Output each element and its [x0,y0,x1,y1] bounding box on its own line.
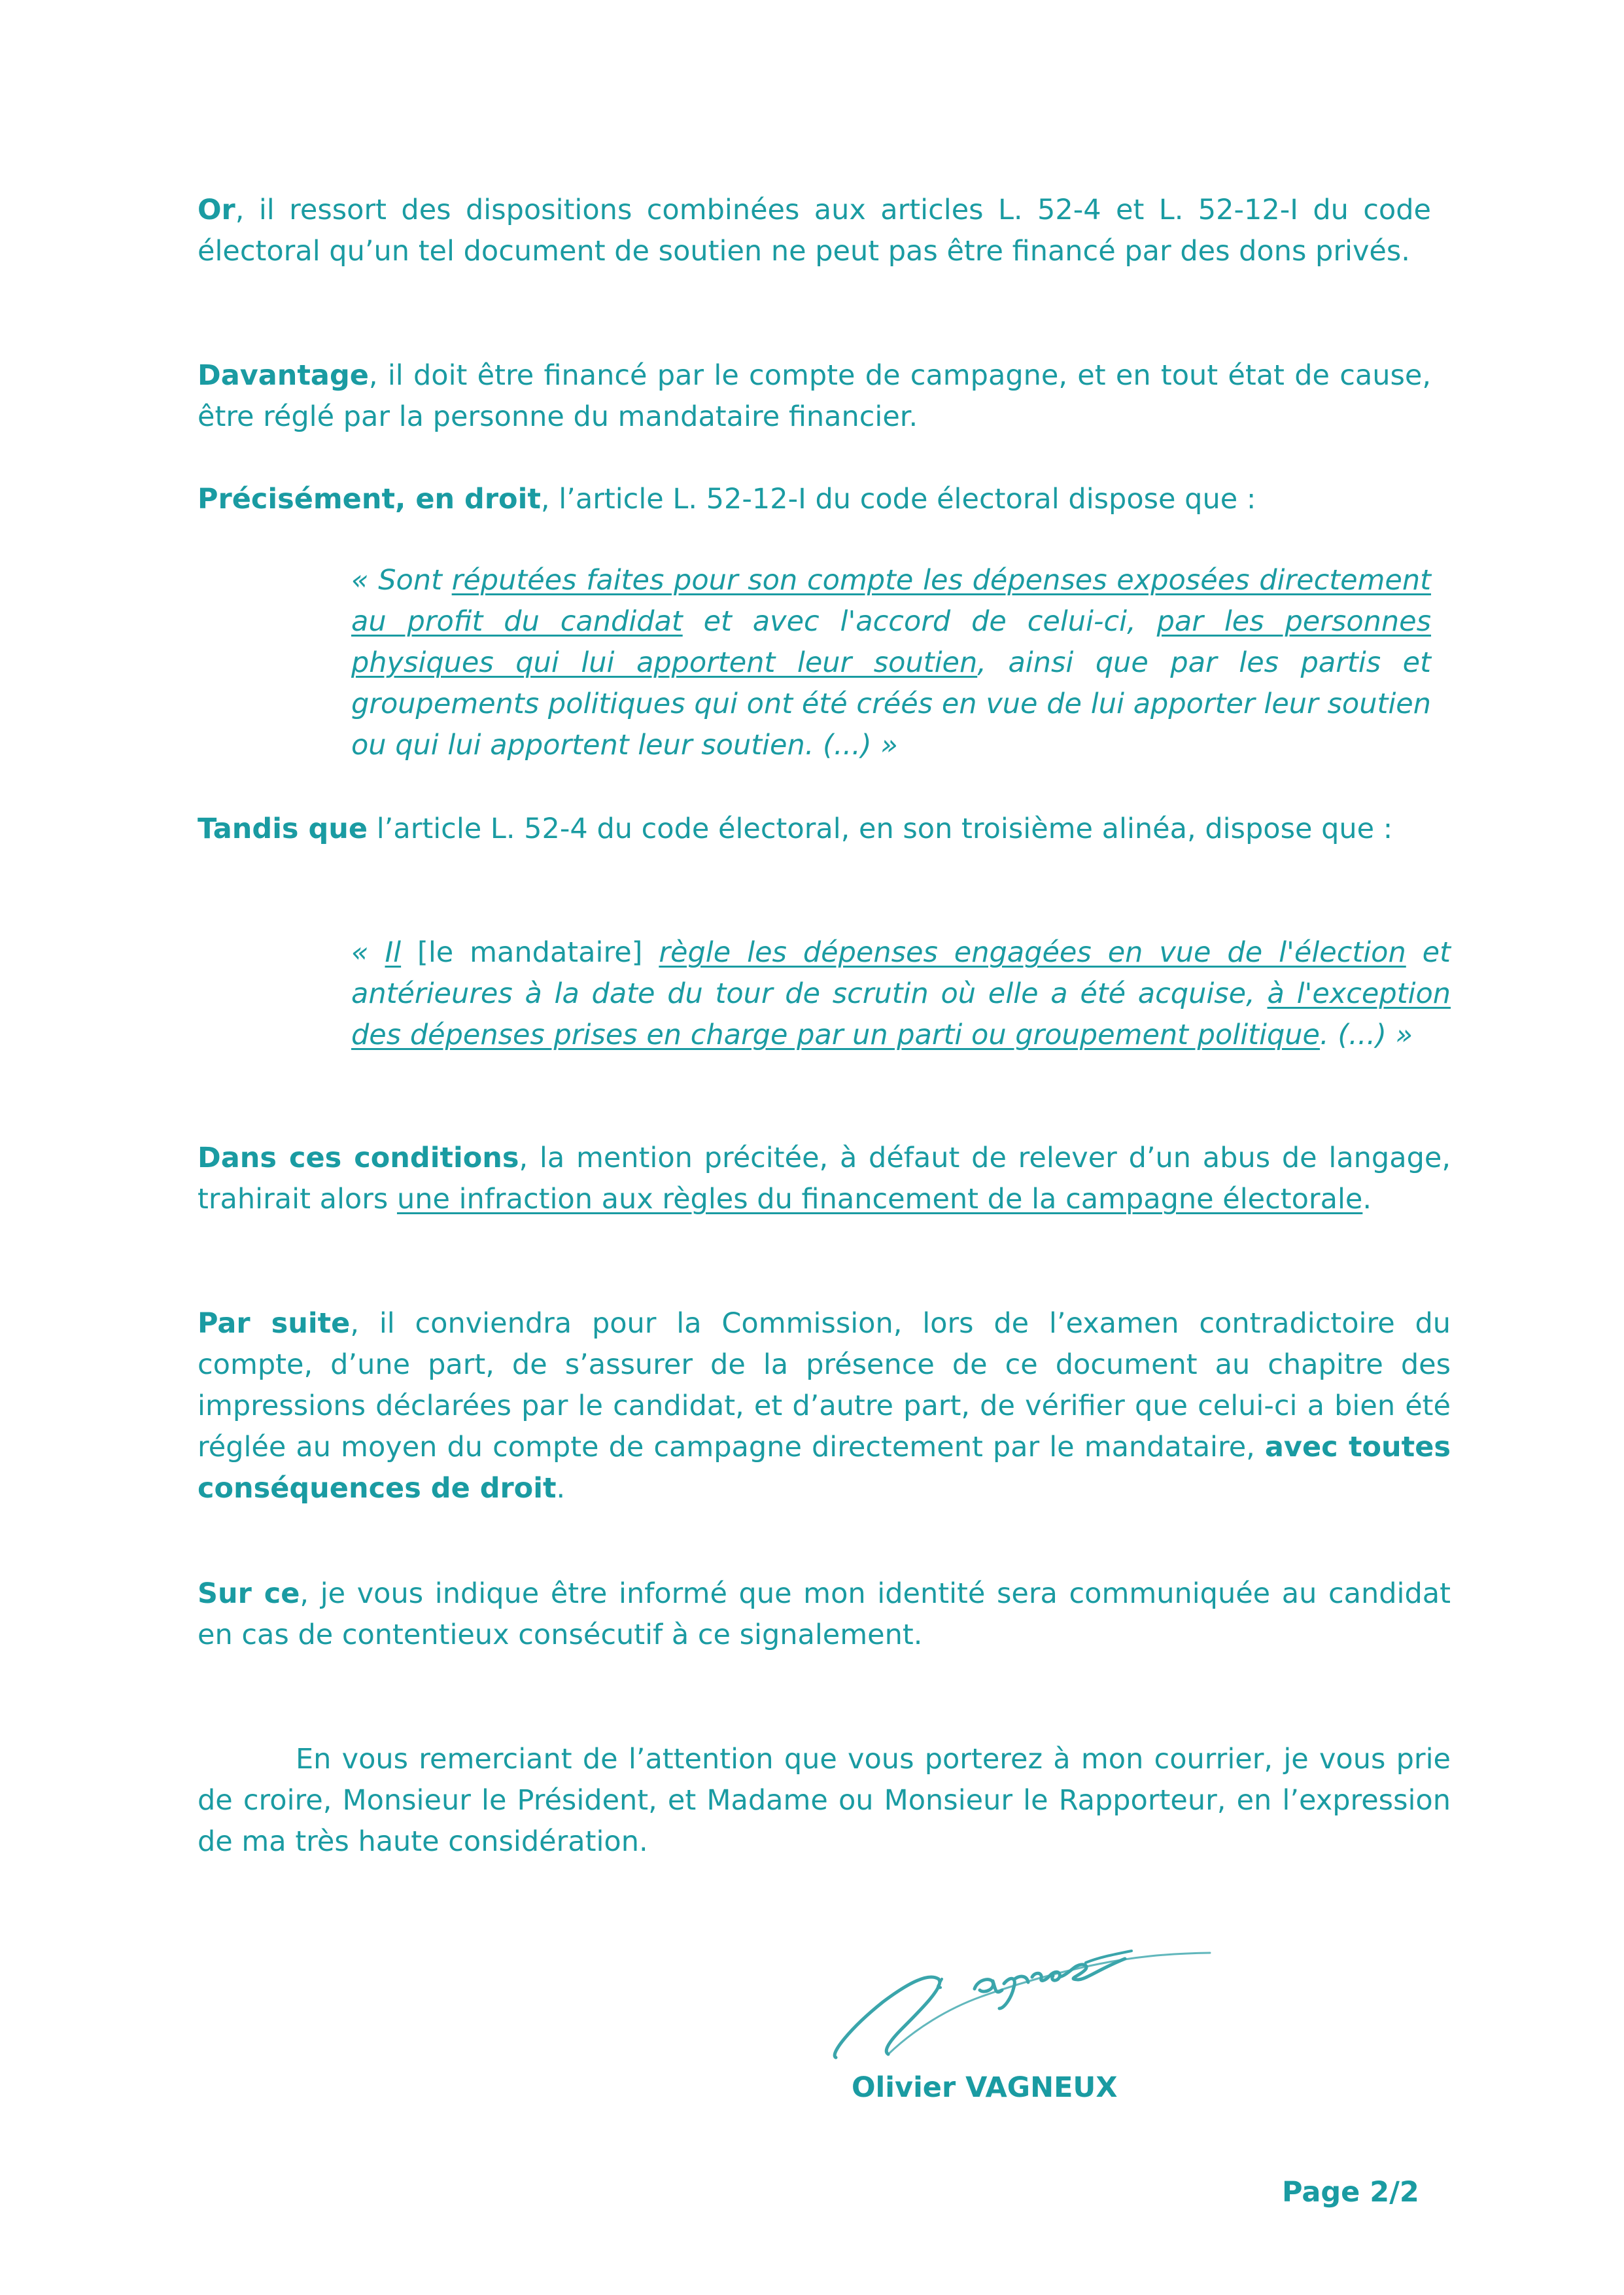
bold-consequences: avec toutes conséquences de droit [198,1431,1451,1505]
paragraph-tandis-que [198,809,1431,850]
paragraph-sur-ce [198,1573,1451,1656]
quote-end: , ainsi que par les partis et groupements politiques qui ont été créés en vue de lui apporter leur soutien ou qui lui apportent leur soutien. (...) » [351,646,1431,762]
quote-underline-2: par les personnes physiques qui lui apportent leur soutien [351,605,1432,679]
quote-underline-2: à l'exception des dépenses prises en charge par un parti ou groupement politique [351,977,1451,1051]
paragraph-text: l’article L. 52-4 du code électoral, en son troisième alinéa, dispose que : [368,813,1393,845]
lead-sur-ce: Sur ce [198,1577,300,1610]
lead-precisement: Précisément, en droit [198,483,541,516]
quote-article-l52-4 [351,932,1451,1056]
lead-or: Or [198,194,235,226]
paragraph-text: , il conviendra pour la Commission, lors de l’examen contradictoire du compte, d’une part, de s’assurer de la présence de ce document au chapitre des impressions déclarées par le candidat, et d’autre part, de vérifier que celui-ci a bien été réglée au moyen du compte de campagne directement par le mandataire, [198,1307,1451,1463]
handwritten-signature [824,1917,1230,2067]
lead-tandis-que: Tandis que [198,813,368,845]
paragraph-closing [198,1739,1451,1863]
quote-underline-1: réputées faites pour son compte les dépenses exposées directement au profit du candidat [351,564,1431,638]
paragraph-precisement [198,479,1431,520]
quote-article-l52-12 [351,560,1431,766]
paragraph-or [198,190,1431,272]
quote-underline-1: règle les dépenses engagées en vue de l'élection [659,936,1406,969]
lead-davantage: Davantage [198,359,369,392]
paragraph-text: , il doit être financé par le compte de campagne, et en tout état de cause, être réglé par la personne du mandataire financier. [198,359,1431,433]
paragraph-end: . [556,1472,566,1505]
paragraph-davantage [198,355,1431,438]
quote-open: « [351,936,385,969]
closing-text: En vous remerciant de l’attention que vous porterez à mon courrier, je vous prie de croire, Monsieur le Président, et Madame ou Monsieur le Rapporteur, en l’expression de ma très haute considération. [198,1743,1451,1858]
paragraph-text: , je vous indique être informé que mon identité sera communiquée au candidat en cas de contentieux consécutif à ce signalement. [198,1577,1451,1651]
page-number: Page 2/2 [1282,2176,1419,2209]
paragraph-text: , la mention précitée, à défaut de relever d’un abus de langage, trahirait alors [198,1142,1451,1216]
lead-dans-ces-conditions: Dans ces conditions [198,1142,519,1174]
quote-end: . (...) » [1319,1019,1413,1051]
quote-il: Il [385,936,402,969]
lead-par-suite: Par suite [198,1307,351,1340]
quote-middle: et antérieures à la date du tour de scrutin où elle a été acquise, [351,936,1451,1010]
signatory-name: Olivier VAGNEUX [852,2071,1118,2104]
paragraph-end: . [1362,1183,1372,1216]
quote-bracket: [le mandataire] [401,936,659,969]
paragraph-text: , il ressort des dispositions combinées aux articles L. 52-4 et L. 52-12-I du code électoral qu’un tel document de soutien ne peut pas être financé par des dons privés. [198,194,1431,268]
quote-open: « Sont [351,564,452,597]
underlined-infraction: une infraction aux règles du financement de la campagne électorale [396,1183,1363,1216]
paragraph-par-suite [198,1303,1451,1509]
paragraph-text: , l’article L. 52-12-I du code électoral dispose que : [540,483,1256,516]
paragraph-dans-ces-conditions [198,1138,1451,1220]
quote-middle: et avec l'accord de celui-ci, [682,605,1157,638]
